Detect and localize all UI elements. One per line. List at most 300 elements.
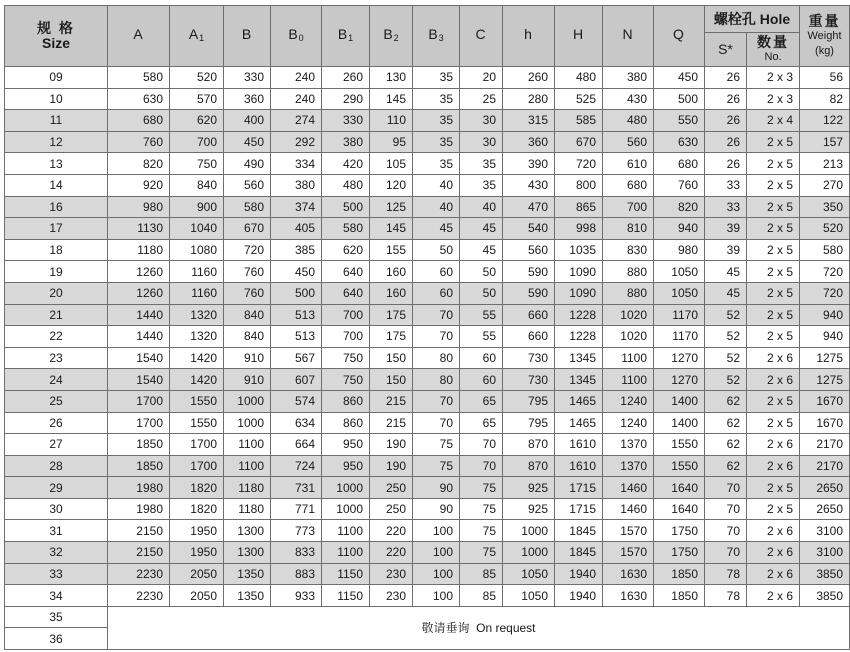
table-cell: 2 x 5 <box>747 326 800 348</box>
table-row <box>5 282 850 304</box>
table-cell: 490 <box>224 153 271 175</box>
table-cell: 1845 <box>555 520 603 542</box>
table-cell: 1080 <box>170 239 224 261</box>
table-cell: 900 <box>170 196 224 218</box>
size-cell: 22 <box>5 326 108 348</box>
table-cell: 630 <box>108 88 170 110</box>
table-cell: 910 <box>224 347 271 369</box>
table-cell: 26 <box>705 67 747 89</box>
table-cell: 380 <box>271 174 322 196</box>
table-cell: 1370 <box>603 434 654 456</box>
table-cell: 80 <box>413 347 460 369</box>
table-cell: 1715 <box>555 498 603 520</box>
table-cell: 1150 <box>322 563 370 585</box>
size-cell: 10 <box>5 88 108 110</box>
table-cell: 30 <box>460 131 503 153</box>
table-cell: 925 <box>503 477 555 499</box>
table-cell: 2 x 5 <box>747 196 800 218</box>
table-cell: 60 <box>413 282 460 304</box>
table-cell: 1180 <box>224 498 271 520</box>
table-cell: 2 x 6 <box>747 347 800 369</box>
table-cell: 35 <box>413 153 460 175</box>
table-cell: 35 <box>413 110 460 132</box>
table-cell: 45 <box>413 218 460 240</box>
size-cell: 09 <box>5 67 108 89</box>
table-cell: 1820 <box>170 498 224 520</box>
table-cell: 1240 <box>603 412 654 434</box>
table-cell: 2170 <box>800 455 850 477</box>
table-cell: 580 <box>800 239 850 261</box>
col-header-n: N <box>603 6 654 67</box>
hole-no-zh: 数量 <box>757 33 789 50</box>
table-cell: 160 <box>370 261 413 283</box>
table-cell: 620 <box>322 239 370 261</box>
table-cell: 865 <box>555 196 603 218</box>
table-cell: 62 <box>705 390 747 412</box>
table-cell: 70 <box>413 390 460 412</box>
table-cell: 1670 <box>800 412 850 434</box>
table-cell: 270 <box>800 174 850 196</box>
table-cell: 700 <box>322 326 370 348</box>
table-cell: 40 <box>413 196 460 218</box>
table-cell: 670 <box>224 218 271 240</box>
table-cell: 2 x 3 <box>747 88 800 110</box>
table-cell: 680 <box>108 110 170 132</box>
table-cell: 1160 <box>170 261 224 283</box>
table-cell: 70 <box>413 326 460 348</box>
table-cell: 1700 <box>170 455 224 477</box>
table-cell: 550 <box>654 110 705 132</box>
table-cell: 105 <box>370 153 413 175</box>
table-cell: 1630 <box>603 563 654 585</box>
table-cell: 2 x 5 <box>747 282 800 304</box>
table-cell: 175 <box>370 326 413 348</box>
table-cell: 1050 <box>503 563 555 585</box>
weight-header-en: Weight <box>807 29 842 42</box>
table-cell: 52 <box>705 369 747 391</box>
table-cell: 570 <box>170 88 224 110</box>
table-cell: 567 <box>271 347 322 369</box>
table-cell: 20 <box>460 67 503 89</box>
table-cell: 560 <box>503 239 555 261</box>
table-cell: 1260 <box>108 261 170 283</box>
table-cell: 240 <box>271 88 322 110</box>
table-cell: 560 <box>224 174 271 196</box>
table-cell: 52 <box>705 347 747 369</box>
table-cell: 513 <box>271 304 322 326</box>
table-cell: 730 <box>503 369 555 391</box>
table-cell: 45 <box>460 239 503 261</box>
table-cell: 1130 <box>108 218 170 240</box>
table-cell: 2150 <box>108 520 170 542</box>
table-cell: 590 <box>503 282 555 304</box>
table-cell: 1300 <box>224 542 271 564</box>
table-cell: 998 <box>555 218 603 240</box>
table-cell: 500 <box>271 282 322 304</box>
table-cell: 95 <box>370 131 413 153</box>
table-cell: 1950 <box>170 520 224 542</box>
table-cell: 680 <box>654 153 705 175</box>
table-cell: 910 <box>224 369 271 391</box>
table-cell: 1150 <box>322 585 370 607</box>
table-cell: 2050 <box>170 585 224 607</box>
table-cell: 1170 <box>654 326 705 348</box>
table-cell: 670 <box>555 131 603 153</box>
table-cell: 1700 <box>108 412 170 434</box>
table-cell: 55 <box>460 304 503 326</box>
table-cell: 430 <box>603 88 654 110</box>
table-cell: 1050 <box>654 282 705 304</box>
table-cell: 720 <box>224 239 271 261</box>
table-cell: 1370 <box>603 455 654 477</box>
table-cell: 1100 <box>603 369 654 391</box>
table-cell: 70 <box>705 520 747 542</box>
table-cell: 1630 <box>603 585 654 607</box>
table-cell: 574 <box>271 390 322 412</box>
table-cell: 1170 <box>654 304 705 326</box>
table-cell: 760 <box>108 131 170 153</box>
spec-table <box>4 5 850 650</box>
table-row <box>5 153 850 175</box>
table-cell: 33 <box>705 174 747 196</box>
table-cell: 3850 <box>800 563 850 585</box>
table-cell: 70 <box>705 542 747 564</box>
table-cell: 90 <box>413 498 460 520</box>
size-cell: 20 <box>5 282 108 304</box>
table-row <box>5 563 850 585</box>
table-cell: 100 <box>413 520 460 542</box>
hole-group-header: 螺栓孔 Hole <box>705 6 800 33</box>
table-cell: 1320 <box>170 304 224 326</box>
table-cell: 100 <box>413 542 460 564</box>
size-cell: 24 <box>5 369 108 391</box>
table-cell: 950 <box>322 455 370 477</box>
table-cell: 1550 <box>654 455 705 477</box>
table-cell: 860 <box>322 412 370 434</box>
table-cell: 374 <box>271 196 322 218</box>
table-cell: 90 <box>413 477 460 499</box>
table-cell: 810 <box>603 218 654 240</box>
table-cell: 1100 <box>322 520 370 542</box>
table-cell: 400 <box>224 110 271 132</box>
table-cell: 840 <box>224 326 271 348</box>
table-cell: 1570 <box>603 542 654 564</box>
table-cell: 175 <box>370 304 413 326</box>
table-cell: 75 <box>460 542 503 564</box>
table-row <box>5 498 850 520</box>
table-cell: 380 <box>603 67 654 89</box>
table-cell: 450 <box>224 131 271 153</box>
table-cell: 230 <box>370 585 413 607</box>
weight-header <box>800 6 850 67</box>
table-row <box>5 261 850 283</box>
table-cell: 700 <box>603 196 654 218</box>
size-cell: 14 <box>5 174 108 196</box>
table-cell: 250 <box>370 477 413 499</box>
table-cell: 1440 <box>108 304 170 326</box>
table-cell: 33 <box>705 196 747 218</box>
table-cell: 1275 <box>800 369 850 391</box>
table-cell: 50 <box>413 239 460 261</box>
table-cell: 52 <box>705 326 747 348</box>
table-cell: 1320 <box>170 326 224 348</box>
size-header-en: Size <box>41 35 70 51</box>
table-cell: 280 <box>503 88 555 110</box>
table-cell: 70 <box>413 304 460 326</box>
table-cell: 35 <box>413 131 460 153</box>
table-cell: 190 <box>370 434 413 456</box>
table-cell: 130 <box>370 67 413 89</box>
table-cell: 3850 <box>800 585 850 607</box>
table-cell: 2650 <box>800 477 850 499</box>
table-cell: 980 <box>654 239 705 261</box>
table-cell: 45 <box>705 282 747 304</box>
table-cell: 405 <box>271 218 322 240</box>
table-cell: 1980 <box>108 498 170 520</box>
table-body <box>5 67 850 650</box>
table-cell: 75 <box>413 455 460 477</box>
table-row <box>5 585 850 607</box>
table-row <box>5 455 850 477</box>
table-cell: 773 <box>271 520 322 542</box>
table-cell: 870 <box>503 434 555 456</box>
table-cell: 660 <box>503 326 555 348</box>
size-cell: 35 <box>5 606 108 628</box>
table-cell: 1850 <box>654 563 705 585</box>
table-cell: 110 <box>370 110 413 132</box>
table-cell: 680 <box>603 174 654 196</box>
table-cell: 125 <box>370 196 413 218</box>
col-header-b2: $B_2$ <box>370 6 413 67</box>
table-cell: 1300 <box>224 520 271 542</box>
table-cell: 720 <box>800 282 850 304</box>
table-row <box>5 239 850 261</box>
col-header-h-small: h <box>503 6 555 67</box>
table-cell: 26 <box>705 153 747 175</box>
table-cell: 980 <box>108 196 170 218</box>
table-cell: 2 x 5 <box>747 174 800 196</box>
table-cell: 700 <box>170 131 224 153</box>
table-cell: 1090 <box>555 261 603 283</box>
table-cell: 833 <box>271 542 322 564</box>
table-cell: 750 <box>170 153 224 175</box>
table-cell: 420 <box>322 153 370 175</box>
table-cell: 2230 <box>108 563 170 585</box>
table-cell: 39 <box>705 239 747 261</box>
table-cell: 3100 <box>800 542 850 564</box>
table-cell: 215 <box>370 412 413 434</box>
table-row <box>5 477 850 499</box>
table-cell: 315 <box>503 110 555 132</box>
table-row <box>5 67 850 89</box>
table-cell: 1180 <box>108 239 170 261</box>
table-row <box>5 606 850 628</box>
table-cell: 60 <box>460 347 503 369</box>
size-cell: 36 <box>5 628 108 650</box>
table-cell: 1850 <box>108 434 170 456</box>
table-cell: 1400 <box>654 390 705 412</box>
table-cell: 883 <box>271 563 322 585</box>
col-header-c: C <box>460 6 503 67</box>
col-header-b1: $B_1$ <box>322 6 370 67</box>
table-cell: 620 <box>170 110 224 132</box>
table-cell: 52 <box>705 304 747 326</box>
table-cell: 610 <box>603 153 654 175</box>
table-cell: 2 x 5 <box>747 261 800 283</box>
table-cell: 26 <box>705 131 747 153</box>
table-cell: 50 <box>460 261 503 283</box>
col-header-a1: $A_1$ <box>170 6 224 67</box>
table-cell: 560 <box>603 131 654 153</box>
table-cell: 150 <box>370 347 413 369</box>
table-cell: 2 x 5 <box>747 239 800 261</box>
table-cell: 1270 <box>654 347 705 369</box>
table-cell: 2 x 6 <box>747 563 800 585</box>
table-cell: 2 x 5 <box>747 218 800 240</box>
size-cell: 26 <box>5 412 108 434</box>
table-cell: 580 <box>322 218 370 240</box>
hole-no-en: No. <box>764 50 782 63</box>
table-row <box>5 110 850 132</box>
table-cell: 2 x 5 <box>747 131 800 153</box>
table-cell: 1420 <box>170 347 224 369</box>
table-cell: 62 <box>705 434 747 456</box>
table-cell: 1850 <box>108 455 170 477</box>
table-cell: 800 <box>555 174 603 196</box>
size-cell: 28 <box>5 455 108 477</box>
table-cell: 795 <box>503 390 555 412</box>
table-cell: 1550 <box>170 412 224 434</box>
table-cell: 70 <box>705 477 747 499</box>
table-cell: 150 <box>370 369 413 391</box>
table-row <box>5 434 850 456</box>
table-cell: 60 <box>413 261 460 283</box>
table-cell: 2 x 6 <box>747 434 800 456</box>
table-cell: 940 <box>800 304 850 326</box>
table-cell: 820 <box>654 196 705 218</box>
col-header-b3: $B_3$ <box>413 6 460 67</box>
table-cell: 62 <box>705 412 747 434</box>
table-cell: 2 x 6 <box>747 585 800 607</box>
table-cell: 1820 <box>170 477 224 499</box>
table-cell: 65 <box>460 412 503 434</box>
table-cell: 75 <box>413 434 460 456</box>
table-cell: 1228 <box>555 304 603 326</box>
table-cell: 870 <box>503 455 555 477</box>
table-cell: 1940 <box>555 563 603 585</box>
size-cell: 31 <box>5 520 108 542</box>
table-cell: 250 <box>370 498 413 520</box>
table-cell: 190 <box>370 455 413 477</box>
table-cell: 880 <box>603 261 654 283</box>
size-cell: 18 <box>5 239 108 261</box>
table-cell: 70 <box>413 412 460 434</box>
table-cell: 585 <box>555 110 603 132</box>
table-cell: 390 <box>503 153 555 175</box>
table-cell: 35 <box>413 88 460 110</box>
table-cell: 880 <box>603 282 654 304</box>
table-cell: 480 <box>555 67 603 89</box>
table-cell: 795 <box>503 412 555 434</box>
table-cell: 85 <box>460 585 503 607</box>
table-cell: 1345 <box>555 347 603 369</box>
table-cell: 2650 <box>800 498 850 520</box>
table-cell: 1750 <box>654 542 705 564</box>
table-cell: 1940 <box>555 585 603 607</box>
table-cell: 35 <box>413 67 460 89</box>
size-cell: 13 <box>5 153 108 175</box>
table-cell: 920 <box>108 174 170 196</box>
table-cell: 350 <box>800 196 850 218</box>
table-cell: 500 <box>654 88 705 110</box>
table-cell: 1000 <box>224 390 271 412</box>
table-cell: 3100 <box>800 520 850 542</box>
table-cell: 1950 <box>170 542 224 564</box>
table-cell: 70 <box>705 498 747 520</box>
table-cell: 385 <box>271 239 322 261</box>
table-cell: 1700 <box>170 434 224 456</box>
table-cell: 771 <box>271 498 322 520</box>
table-cell: 100 <box>413 563 460 585</box>
table-cell: 45 <box>705 261 747 283</box>
table-cell: 760 <box>654 174 705 196</box>
table-cell: 525 <box>555 88 603 110</box>
table-cell: 1270 <box>654 369 705 391</box>
table-cell: 470 <box>503 196 555 218</box>
table-cell: 35 <box>460 174 503 196</box>
table-row <box>5 369 850 391</box>
size-cell: 29 <box>5 477 108 499</box>
table-cell: 2 x 5 <box>747 304 800 326</box>
table-cell: 39 <box>705 218 747 240</box>
table-cell: 940 <box>800 326 850 348</box>
table-cell: 1850 <box>654 585 705 607</box>
weight-header-unit: (kg) <box>815 44 834 57</box>
size-cell: 11 <box>5 110 108 132</box>
table-cell: 607 <box>271 369 322 391</box>
table-row <box>5 326 850 348</box>
table-cell: 220 <box>370 542 413 564</box>
table-cell: 1100 <box>224 434 271 456</box>
table-cell: 160 <box>370 282 413 304</box>
table-cell: 720 <box>800 261 850 283</box>
table-row <box>5 520 850 542</box>
table-cell: 1610 <box>555 434 603 456</box>
table-cell: 40 <box>460 196 503 218</box>
table-cell: 520 <box>800 218 850 240</box>
table-row <box>5 542 850 564</box>
table-cell: 1700 <box>108 390 170 412</box>
size-header-zh: 规 格 <box>37 20 75 36</box>
table-cell: 360 <box>503 131 555 153</box>
table-cell: 1610 <box>555 455 603 477</box>
size-cell: 21 <box>5 304 108 326</box>
table-cell: 513 <box>271 326 322 348</box>
table-cell: 330 <box>322 110 370 132</box>
table-cell: 1400 <box>654 412 705 434</box>
table-cell: 260 <box>503 67 555 89</box>
table-cell: 1035 <box>555 239 603 261</box>
table-cell: 660 <box>503 304 555 326</box>
table-cell: 230 <box>370 563 413 585</box>
table-cell: 1050 <box>503 585 555 607</box>
table-cell: 1670 <box>800 390 850 412</box>
table-cell: 2 x 5 <box>747 477 800 499</box>
col-header-h: H <box>555 6 603 67</box>
table-cell: 2 x 6 <box>747 520 800 542</box>
table-cell: 1000 <box>322 498 370 520</box>
table-cell: 840 <box>170 174 224 196</box>
